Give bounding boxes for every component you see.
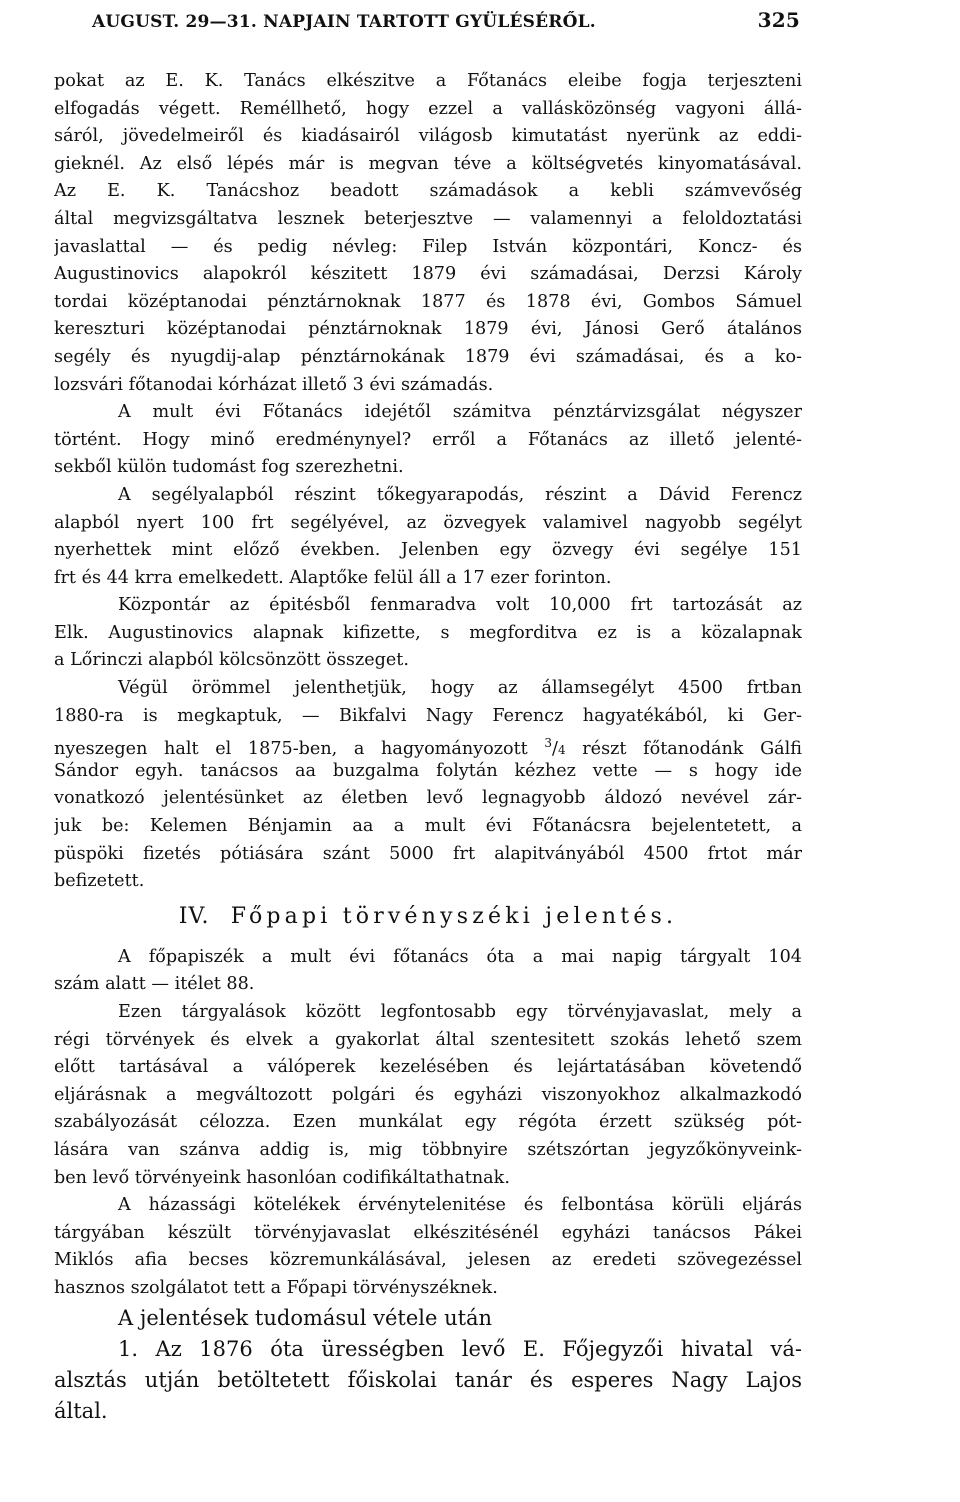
fraction-numerator: 3: [544, 736, 553, 751]
text-line: által megvizsgáltatva lesznek beterjesztve — valamennyi a feloldoztatási: [54, 208, 802, 229]
text-line: nyerhettek mint előző években. Jelenben egy özvegy évi segélye 151: [54, 540, 802, 561]
text-line-continuation: részt főtanodánk Gálfi: [565, 739, 802, 758]
text-line: ben levő törvényeink hasonlóan codifikáltathatnak.: [54, 1167, 510, 1188]
text-line: elfogadás végett. Reméllhető, hogy ezzel a vallásközönség vagyoni állá-: [54, 98, 802, 119]
text-line: vonatkozó jelentésünket az életben levő legnagyobb áldozó nevével zár-: [54, 788, 802, 809]
text-line: alsztás utján betöltetett főiskolai tanár és esperes Nagy Lajos: [54, 1367, 802, 1392]
text-line: alapból nyert 100 frt segélyével, az özvegyek valamivel nagyobb segélyt: [54, 512, 802, 533]
fraction-slash: /: [552, 739, 558, 758]
text-line: pokat az E. K. Tanács elkészitve a Főtanács eleibe fogja terjeszteni: [54, 71, 802, 91]
text-line: Augustinovics alapokról készitett 1879 évi számadásai, Derzsi Károly: [54, 264, 802, 285]
text-line: lására van szánva addig is, mig többnyire szétszórtan jegyzőkönyveink-: [54, 1139, 802, 1160]
text-line: befizetett.: [54, 871, 145, 892]
text-line: gieknél. Az első lépés már is megvan téve a költségvetés kinyomatásával.: [54, 153, 802, 174]
text-line: segély és nyugdij-alap pénztárnokának 1879 évi számadásai, és a ko-: [54, 346, 802, 367]
text-line: Sándor egyh. tanácsos aa buzgalma folytán kézhez vette — s hogy ide: [54, 760, 802, 781]
text-line: lozsvári főtanodai kórházat illető 3 évi számadás.: [54, 374, 494, 395]
section-number: IV.: [178, 903, 210, 929]
text-line: által.: [54, 1398, 108, 1423]
text-line: előtt tartásával a válóperek kezelésében és lejártatásában követendő: [54, 1057, 802, 1078]
text-line: A segélyalapból részint tőkegyarapodás, részint a Dávid Ferencz: [118, 484, 802, 505]
text-line: Miklós afia becses közremunkálásával, jelesen az eredeti szövegezéssel: [54, 1250, 802, 1271]
text-line: püspöki fizetés pótiására szánt 5000 frt alapitványából 4500 frtot már: [54, 843, 802, 864]
text-line: szabályozását célozza. Ezen munkálat egy régóta érzett szükség pót-: [54, 1112, 802, 1133]
text-line: javaslattal — és pedig névleg: Filep István központári, Koncz- és: [54, 236, 802, 257]
text-line: régi törvények és elvek a gyakorlat által szentesitett szokás lehető szem: [54, 1029, 802, 1050]
paragraphs-court: [54, 944, 802, 1427]
section-heading: [54, 896, 802, 944]
paragraphs-finance: [54, 68, 802, 896]
text-line: A mult évi Főtanács idejétől számitva pénztárvizsgálat négyszer: [118, 402, 802, 423]
text-line: kereszturi középtanodai pénztárnoknak 1879 évi, Jánosi Gerő átalános: [54, 319, 802, 340]
text-line: sáról, jövedelmeiről és kiadásairól világosb kimutatást nyerünk az eddi-: [54, 126, 802, 147]
text-line: történt. Hogy minő eredménynyel? erről a Főtanács az illető jelenté-: [54, 429, 802, 450]
text-line: frt és 44 krra emelkedett. Alaptőke felül áll a 17 ezer forinton.: [54, 567, 612, 588]
text-line: nyeszegen halt el 1875-ben, a hagyományozott $^3$/4 részt főtanodánk Gálfi: [54, 736, 802, 758]
text-line: 1. Az 1876 óta ürességben levő E. Főjegyzői hivatal vá-: [118, 1336, 802, 1361]
section-title: Főpapi törvényszéki jelentés.: [230, 903, 678, 929]
text-line: Ezen tárgyalások között legfontosabb egy törvényjavaslat, mely a: [118, 1002, 802, 1022]
text-line: Elk. Augustinovics alapnak kifizette, s megforditva ez is a közalapnak: [54, 622, 802, 643]
text-line: a Lőrinczi alapból kölcsönzött összeget.: [54, 650, 409, 671]
text-line: A jelentések tudomásul vétele után: [118, 1305, 493, 1330]
text-line: Központár az épitésből fenmaradva volt 10,000 frt tartozását az: [118, 595, 802, 616]
text-line: sekből külön tudomást fog szerezhetni.: [54, 457, 404, 478]
text-line: Az E. K. Tanácshoz beadott számadások a kebli számvevőség: [54, 181, 802, 202]
text-line: A főpapiszék a mult évi főtanács óta a mai napig tárgyalt 104: [118, 946, 802, 967]
running-head-title: AUGUST. 29—31. NAPJAIN TARTOTT GYÜLÉSÉRŐL.: [92, 12, 596, 32]
text-line: tordai középtanodai pénztárnoknak 1877 és 1878 évi, Gombos Sámuel: [54, 291, 802, 312]
text-line: szám alatt — itélet 88.: [54, 974, 255, 995]
text-line: juk be: Kelemen Bénjamin aa a mult évi Főtanácsra bejelentetett, a: [54, 816, 802, 837]
page-number: 325: [757, 8, 800, 32]
text-line: 1880-ra is megkaptuk, — Bikfalvi Nagy Ferencz hagyatékából, ki Ger-: [54, 705, 802, 726]
text-line: Végül örömmel jelenthetjük, hogy az államsegélyt 4500 frtban: [118, 678, 802, 699]
running-head: [92, 8, 800, 48]
text-line: tárgyában készült törvényjavaslat elkészitésénél egyházi tanácsos Pákei: [54, 1222, 802, 1243]
fraction-denominator: 4: [557, 743, 566, 758]
text-line: eljárásnak a megváltozott polgári és egyházi viszonyokhoz alkalmazkodó: [54, 1084, 802, 1105]
body-text: [54, 68, 802, 1427]
text-line: hasznos szolgálatot tett a Főpapi törvényszéknek.: [54, 1277, 498, 1298]
text-line: A házassági kötelékek érvénytelenitése és felbontása körüli eljárás: [118, 1195, 802, 1216]
